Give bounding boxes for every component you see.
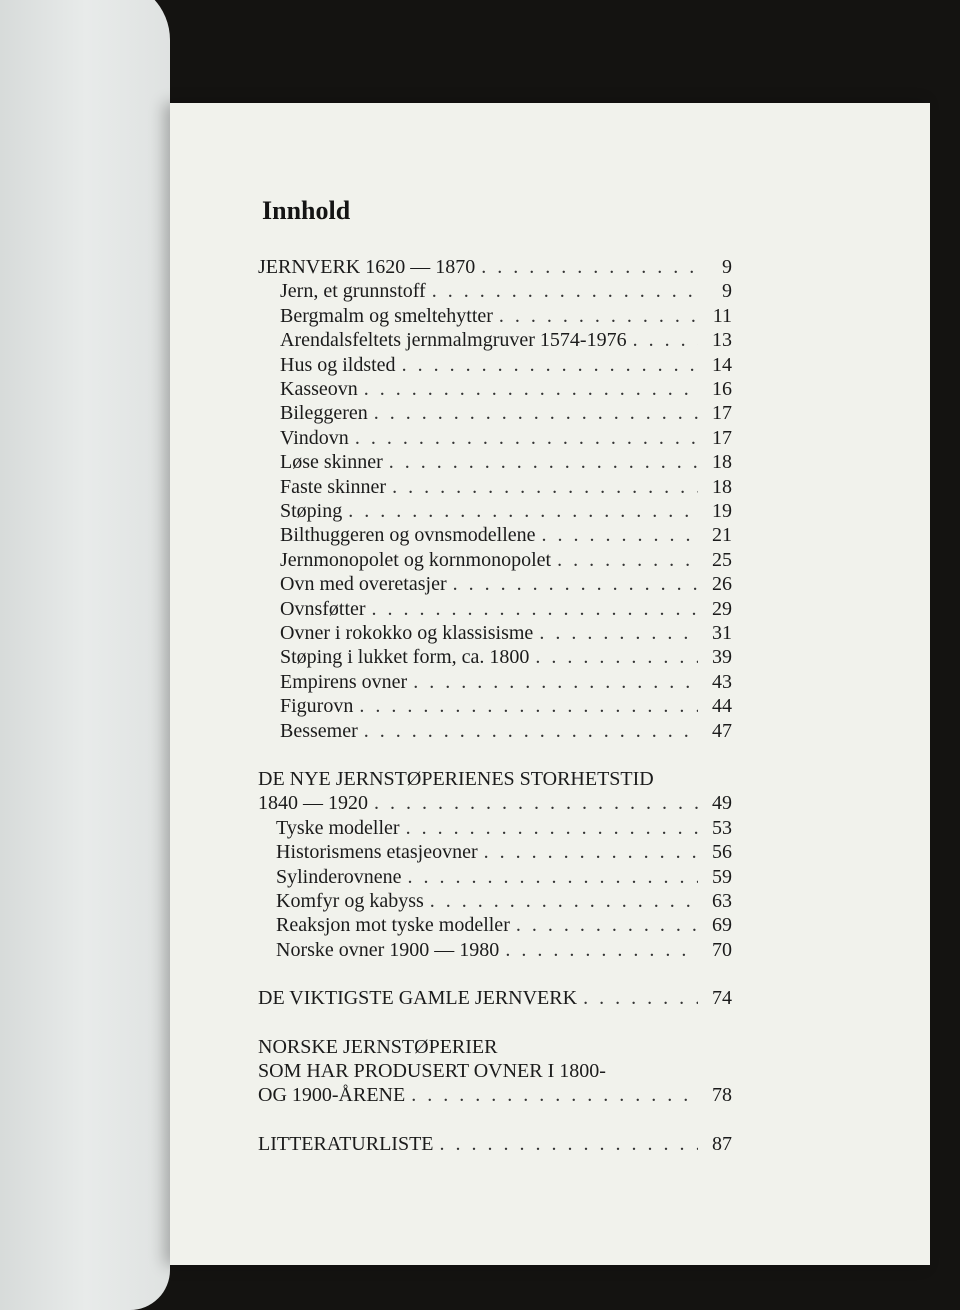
toc-entry-label: Bilthuggeren og ovnsmodellene bbox=[280, 524, 536, 547]
toc-main-entry[interactable] bbox=[258, 791, 732, 816]
dot-leader bbox=[535, 645, 698, 670]
toc-sub-entry[interactable] bbox=[280, 304, 732, 329]
toc-entry-label: 1840 — 1920 bbox=[258, 792, 368, 815]
toc-entry-label: Bessemer bbox=[280, 719, 358, 742]
toc-entry-label: Arendalsfeltets jernmalmgruver 1574-1976 bbox=[280, 329, 627, 352]
dot-leader bbox=[516, 913, 698, 938]
dot-leader bbox=[411, 1083, 698, 1108]
toc-sub-entry[interactable] bbox=[276, 913, 732, 938]
toc-sub-entry[interactable] bbox=[280, 328, 732, 353]
toc-main-entry[interactable] bbox=[258, 986, 732, 1011]
toc-page-number: 9 bbox=[722, 280, 732, 303]
toc-entry-label: Løse skinner bbox=[280, 451, 383, 474]
toc-entry-label: Tyske modeller bbox=[276, 816, 400, 839]
dot-leader bbox=[372, 597, 698, 622]
toc-page-number: 29 bbox=[712, 597, 732, 620]
dot-leader bbox=[499, 304, 698, 329]
toc-main-entry[interactable] bbox=[258, 255, 732, 280]
toc-entry-label: Empirens ovner bbox=[280, 670, 408, 693]
dot-leader bbox=[453, 572, 698, 597]
toc-entry-label: OG 1900-ÅRENE bbox=[258, 1084, 406, 1107]
toc-sub-entry[interactable] bbox=[280, 450, 732, 475]
toc-page-number: 43 bbox=[712, 670, 732, 693]
toc-page-number: 13 bbox=[712, 329, 732, 352]
dot-leader bbox=[364, 377, 698, 402]
dot-leader bbox=[374, 401, 698, 426]
dot-leader bbox=[440, 1132, 698, 1157]
toc-page-number: 31 bbox=[712, 622, 732, 644]
toc-page-number: 17 bbox=[712, 402, 732, 425]
toc-page-number: 49 bbox=[712, 792, 732, 815]
toc-entry-label: Kasseovn bbox=[280, 378, 358, 400]
toc-sub-entry[interactable] bbox=[276, 938, 732, 963]
toc-sub-entry[interactable] bbox=[280, 401, 732, 426]
toc-entry-label: Vindovn bbox=[280, 426, 349, 449]
toc-sub-entry[interactable] bbox=[280, 499, 732, 524]
toc-page-number: 9 bbox=[722, 256, 732, 278]
toc-page-number: 11 bbox=[712, 304, 732, 327]
toc-sub-entry[interactable] bbox=[276, 816, 732, 841]
toc-page-number: 26 bbox=[712, 573, 732, 596]
toc-sub-entry[interactable] bbox=[276, 889, 732, 914]
dot-leader bbox=[355, 426, 698, 451]
toc-sub-entry[interactable] bbox=[280, 597, 732, 622]
dot-leader bbox=[364, 719, 698, 744]
toc-sub-entry[interactable] bbox=[280, 377, 732, 402]
toc-page-number: 74 bbox=[712, 987, 732, 1010]
toc-sub-entry[interactable] bbox=[280, 572, 732, 597]
dot-leader bbox=[583, 986, 698, 1011]
toc-page-number: 21 bbox=[712, 524, 732, 547]
toc-page-number: 70 bbox=[712, 938, 732, 961]
toc-entry-label: Jernmonopolet og kornmonopolet bbox=[280, 548, 552, 571]
toc-entry-label: Ovner i rokokko og klassisisme bbox=[280, 622, 534, 644]
toc-page-number: 78 bbox=[712, 1084, 732, 1107]
toc-sub-entry[interactable] bbox=[280, 719, 732, 744]
dot-leader bbox=[633, 328, 698, 353]
toc-sub-entry[interactable] bbox=[280, 523, 732, 548]
toc-page-number: 39 bbox=[712, 646, 732, 669]
dot-leader bbox=[406, 816, 698, 841]
toc-entry-label: Figurovn bbox=[280, 695, 354, 718]
toc-sub-entry[interactable] bbox=[276, 840, 732, 865]
dot-leader bbox=[408, 865, 698, 890]
toc-entry-label: Ovn med overetasjer bbox=[280, 573, 447, 596]
toc-entry-label: Sylinderovnene bbox=[276, 865, 402, 888]
toc-entry-label: DE VIKTIGSTE GAMLE JERNVERK bbox=[258, 987, 578, 1010]
page-title: Innhold bbox=[262, 196, 351, 225]
toc-sub-entry[interactable] bbox=[276, 865, 732, 890]
dot-leader bbox=[348, 499, 698, 524]
toc-sub-entry[interactable] bbox=[280, 279, 732, 304]
toc-entry-label: Ovnsføtter bbox=[280, 597, 366, 620]
toc-section-heading: DE NYE JERNSTØPERIENES STORHETSTID bbox=[258, 768, 654, 790]
toc-page-number: 16 bbox=[712, 378, 732, 400]
dot-leader bbox=[542, 523, 698, 548]
toc-page-number: 19 bbox=[712, 500, 732, 522]
dot-leader bbox=[359, 694, 698, 719]
toc-sub-entry[interactable] bbox=[280, 621, 732, 646]
toc-sub-entry[interactable] bbox=[280, 670, 732, 695]
dot-leader bbox=[539, 621, 698, 646]
toc-page-number: 53 bbox=[712, 816, 732, 839]
dot-leader bbox=[392, 475, 698, 500]
toc-page-number: 44 bbox=[712, 695, 732, 718]
toc-entry-label: Støping i lukket form, ca. 1800 bbox=[280, 646, 530, 669]
dot-leader bbox=[430, 889, 698, 914]
toc-page-number: 14 bbox=[712, 353, 732, 376]
toc-sub-entry[interactable] bbox=[280, 475, 732, 500]
toc-entry-label: Historismens etasjeovner bbox=[276, 841, 478, 864]
dot-leader bbox=[505, 938, 698, 963]
toc-entry-label: Bergmalm og smeltehytter bbox=[280, 304, 493, 327]
toc-page-number: 18 bbox=[712, 475, 732, 498]
toc-entry-label: Jern, et grunnstoff bbox=[280, 280, 426, 303]
toc-page-number: 18 bbox=[712, 451, 732, 474]
toc-section-heading: NORSKE JERNSTØPERIER bbox=[258, 1035, 498, 1058]
dot-leader bbox=[413, 670, 698, 695]
toc-main-entry[interactable] bbox=[258, 1132, 732, 1157]
toc-entry-label: Faste skinner bbox=[280, 475, 387, 498]
dot-leader bbox=[484, 840, 698, 865]
toc-page-number: 63 bbox=[712, 890, 732, 912]
toc-sub-entry[interactable] bbox=[280, 645, 732, 670]
toc-page-number: 25 bbox=[712, 548, 732, 571]
toc-entry-label: Norske ovner 1900 — 1980 bbox=[276, 938, 500, 961]
toc-main-entry[interactable] bbox=[258, 1083, 732, 1108]
toc-entry-label: JERNVERK 1620 — 1870 bbox=[258, 256, 476, 278]
dot-leader bbox=[374, 791, 698, 816]
toc-entry-label: LITTERATURLISTE bbox=[258, 1132, 434, 1155]
toc-page-number: 87 bbox=[712, 1132, 732, 1155]
toc-page-number: 69 bbox=[712, 914, 732, 937]
toc-sub-entry[interactable] bbox=[280, 353, 732, 378]
toc-page-number: 56 bbox=[712, 841, 732, 864]
dot-leader bbox=[481, 255, 698, 280]
dot-leader bbox=[402, 353, 698, 378]
toc-page-number: 47 bbox=[712, 719, 732, 742]
toc-entry-label: Støping bbox=[280, 500, 343, 522]
dot-leader bbox=[389, 450, 698, 475]
dot-leader bbox=[557, 548, 698, 573]
toc-entry-label: Hus og ildsted bbox=[280, 353, 396, 376]
toc-sub-entry[interactable] bbox=[280, 548, 732, 573]
toc-sub-entry[interactable] bbox=[280, 694, 732, 719]
toc-entry-label: Komfyr og kabyss bbox=[276, 890, 424, 912]
dot-leader bbox=[432, 279, 698, 304]
toc-page-number: 59 bbox=[712, 865, 732, 888]
toc-sub-entry[interactable] bbox=[280, 426, 732, 451]
toc-entry-label: Reaksjon mot tyske modeller bbox=[276, 914, 510, 937]
toc-entry-label: Bileggeren bbox=[280, 402, 368, 425]
toc-page-number: 17 bbox=[712, 426, 732, 449]
toc-section-heading: SOM HAR PRODUSERT OVNER I 1800- bbox=[258, 1060, 606, 1082]
